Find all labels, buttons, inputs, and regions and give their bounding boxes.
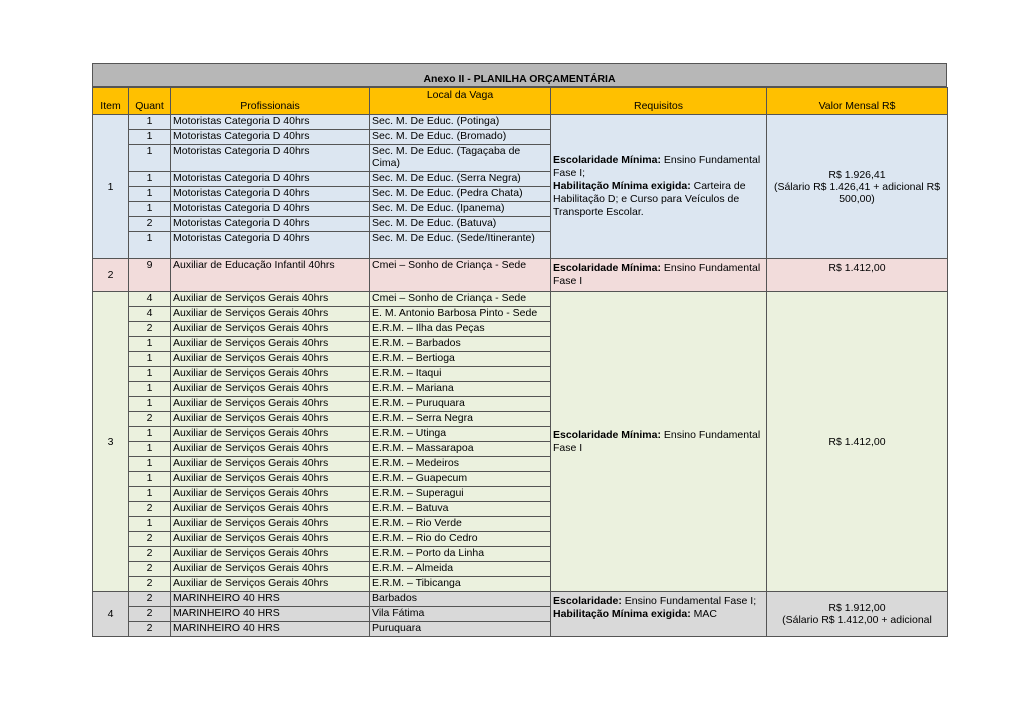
header-quant: Quant bbox=[129, 88, 171, 115]
local-cell: E.R.M. – Medeiros bbox=[370, 457, 551, 472]
profissional-cell: Auxiliar de Serviços Gerais 40hrs bbox=[171, 577, 370, 592]
quant-cell: 2 bbox=[129, 577, 171, 592]
local-cell: E.R.M. – Rio do Cedro bbox=[370, 532, 551, 547]
profissional-cell: Motoristas Categoria D 40hrs bbox=[171, 145, 370, 172]
local-cell: E.R.M. – Utinga bbox=[370, 427, 551, 442]
quant-cell: 2 bbox=[129, 547, 171, 562]
quant-cell: 2 bbox=[129, 217, 171, 232]
valor-cell bbox=[767, 292, 948, 592]
local-cell: Sec. M. De Educ. (Batuva) bbox=[370, 217, 551, 232]
profissional-cell: MARINHEIRO 40 HRS bbox=[171, 592, 370, 607]
requisito-label: Escolaridade Mínima: bbox=[553, 428, 661, 441]
profissional-cell: Auxiliar de Serviços Gerais 40hrs bbox=[171, 532, 370, 547]
budget-sheet bbox=[92, 63, 947, 637]
local-cell: E.R.M. – Serra Negra bbox=[370, 412, 551, 427]
quant-cell: 1 bbox=[129, 487, 171, 502]
profissional-cell: Auxiliar de Serviços Gerais 40hrs bbox=[171, 412, 370, 427]
budget-table bbox=[92, 87, 948, 637]
header-requisitos: Requisitos bbox=[551, 88, 767, 115]
header-item: Item bbox=[93, 88, 129, 115]
local-cell: Puruquara bbox=[370, 622, 551, 637]
quant-cell: 1 bbox=[129, 232, 171, 259]
profissional-cell: MARINHEIRO 40 HRS bbox=[171, 622, 370, 637]
local-cell: Sec. M. De Educ. (Potinga) bbox=[370, 115, 551, 130]
local-cell: E. M. Antonio Barbosa Pinto - Sede bbox=[370, 307, 551, 322]
valor-amount: R$ 1.926,41 bbox=[828, 168, 886, 181]
quant-cell: 2 bbox=[129, 592, 171, 607]
header-profissionais: Profissionais bbox=[171, 88, 370, 115]
quant-cell: 1 bbox=[129, 352, 171, 367]
quant-cell: 1 bbox=[129, 397, 171, 412]
table-row bbox=[93, 259, 948, 292]
local-cell: E.R.M. – Puruquara bbox=[370, 397, 551, 412]
local-cell: Cmei – Sonho de Criança - Sede bbox=[370, 259, 551, 292]
quant-cell: 4 bbox=[129, 307, 171, 322]
local-cell: E.R.M. – Porto da Linha bbox=[370, 547, 551, 562]
profissional-cell: Auxiliar de Serviços Gerais 40hrs bbox=[171, 382, 370, 397]
valor-amount: R$ 1.412,00 bbox=[828, 435, 886, 448]
profissional-cell: Auxiliar de Serviços Gerais 40hrs bbox=[171, 352, 370, 367]
local-cell: Sec. M. De Educ. (Tagaçaba de Cima) bbox=[370, 145, 551, 172]
profissional-cell: Auxiliar de Serviços Gerais 40hrs bbox=[171, 487, 370, 502]
requisito-label: Habilitação Mínima exigida: bbox=[553, 608, 691, 620]
profissional-cell: Auxiliar de Serviços Gerais 40hrs bbox=[171, 457, 370, 472]
quant-cell: 1 bbox=[129, 382, 171, 397]
requisitos-cell bbox=[551, 115, 767, 259]
local-cell: E.R.M. – Rio Verde bbox=[370, 517, 551, 532]
quant-cell: 1 bbox=[129, 145, 171, 172]
quant-cell: 1 bbox=[129, 202, 171, 217]
requisito-text: Carteira de Habilitação D; e Curso para Veículos de Transporte Escolar. bbox=[553, 180, 746, 218]
profissional-cell: Auxiliar de Serviços Gerais 40hrs bbox=[171, 427, 370, 442]
profissional-cell: Auxiliar de Serviços Gerais 40hrs bbox=[171, 502, 370, 517]
local-cell: E.R.M. – Almeida bbox=[370, 562, 551, 577]
quant-cell: 2 bbox=[129, 607, 171, 622]
sheet-title: Anexo II - PLANILHA ORÇAMENTÁRIA bbox=[92, 63, 947, 87]
profissional-cell: Auxiliar de Serviços Gerais 40hrs bbox=[171, 337, 370, 352]
local-cell: E.R.M. – Ilha das Peças bbox=[370, 322, 551, 337]
quant-cell: 1 bbox=[129, 457, 171, 472]
requisitos-cell bbox=[551, 592, 767, 637]
local-cell: E.R.M. – Superagui bbox=[370, 487, 551, 502]
profissional-cell: Auxiliar de Serviços Gerais 40hrs bbox=[171, 442, 370, 457]
quant-cell: 1 bbox=[129, 472, 171, 487]
valor-amount: R$ 1.912,00 bbox=[828, 602, 886, 614]
profissional-cell: Auxiliar de Serviços Gerais 40hrs bbox=[171, 367, 370, 382]
requisito-text: MAC bbox=[690, 608, 717, 620]
quant-cell: 1 bbox=[129, 427, 171, 442]
local-cell: E.R.M. – Batuva bbox=[370, 502, 551, 517]
table-row bbox=[93, 592, 948, 607]
requisito-label: Habilitação Mínima exigida: bbox=[553, 180, 691, 192]
valor-detail: (Sálario R$ 1.412,00 + adicional bbox=[782, 614, 932, 626]
table-body bbox=[93, 115, 948, 637]
requisito-label: Escolaridade Mínima: bbox=[553, 262, 661, 274]
header-valor: Valor Mensal R$ bbox=[767, 88, 948, 115]
local-cell: E.R.M. – Massarapoa bbox=[370, 442, 551, 457]
requisito-label: Escolaridade Mínima: bbox=[553, 154, 661, 166]
quant-cell: 1 bbox=[129, 337, 171, 352]
profissional-cell: Motoristas Categoria D 40hrs bbox=[171, 115, 370, 130]
table-row bbox=[93, 292, 948, 307]
quant-cell: 1 bbox=[129, 115, 171, 130]
item-number-cell: 3 bbox=[93, 292, 129, 592]
local-cell: Cmei – Sonho de Criança - Sede bbox=[370, 292, 551, 307]
local-cell: E.R.M. – Bertioga bbox=[370, 352, 551, 367]
profissional-cell: Motoristas Categoria D 40hrs bbox=[171, 232, 370, 259]
valor-cell bbox=[767, 592, 948, 637]
profissional-cell: Auxiliar de Serviços Gerais 40hrs bbox=[171, 292, 370, 307]
requisito-text: Ensino Fundamental Fase I bbox=[553, 262, 761, 287]
profissional-cell: MARINHEIRO 40 HRS bbox=[171, 607, 370, 622]
profissional-cell: Auxiliar de Serviços Gerais 40hrs bbox=[171, 322, 370, 337]
quant-cell: 2 bbox=[129, 412, 171, 427]
valor-amount: R$ 1.412,00 bbox=[828, 262, 886, 274]
quant-cell: 1 bbox=[129, 130, 171, 145]
local-cell: Sec. M. De Educ. (Sede/Itinerante) bbox=[370, 232, 551, 259]
profissional-cell: Auxiliar de Serviços Gerais 40hrs bbox=[171, 547, 370, 562]
profissional-cell: Motoristas Categoria D 40hrs bbox=[171, 172, 370, 187]
quant-cell: 9 bbox=[129, 259, 171, 292]
quant-cell: 2 bbox=[129, 622, 171, 637]
local-cell: Barbados bbox=[370, 592, 551, 607]
profissional-cell: Motoristas Categoria D 40hrs bbox=[171, 187, 370, 202]
profissional-cell: Auxiliar de Serviços Gerais 40hrs bbox=[171, 307, 370, 322]
local-cell: Sec. M. De Educ. (Ipanema) bbox=[370, 202, 551, 217]
local-cell: E.R.M. – Guapecum bbox=[370, 472, 551, 487]
profissional-cell: Auxiliar de Serviços Gerais 40hrs bbox=[171, 397, 370, 412]
quant-cell: 1 bbox=[129, 172, 171, 187]
requisitos-cell bbox=[551, 292, 767, 592]
item-number-cell: 2 bbox=[93, 259, 129, 292]
local-cell: Sec. M. De Educ. (Serra Negra) bbox=[370, 172, 551, 187]
profissional-cell: Motoristas Categoria D 40hrs bbox=[171, 202, 370, 217]
quant-cell: 2 bbox=[129, 532, 171, 547]
valor-cell bbox=[767, 115, 948, 259]
local-cell: Vila Fátima bbox=[370, 607, 551, 622]
quant-cell: 1 bbox=[129, 442, 171, 457]
header-local: Local da Vaga bbox=[370, 88, 551, 115]
profissional-cell: Auxiliar de Serviços Gerais 40hrs bbox=[171, 472, 370, 487]
profissional-cell: Auxiliar de Serviços Gerais 40hrs bbox=[171, 517, 370, 532]
valor-cell bbox=[767, 259, 948, 292]
local-cell: E.R.M. – Barbados bbox=[370, 337, 551, 352]
quant-cell: 1 bbox=[129, 367, 171, 382]
quant-cell: 2 bbox=[129, 322, 171, 337]
local-cell: E.R.M. – Itaqui bbox=[370, 367, 551, 382]
requisitos-cell bbox=[551, 259, 767, 292]
requisito-text: Ensino Fundamental Fase I; bbox=[553, 154, 761, 179]
quant-cell: 1 bbox=[129, 187, 171, 202]
item-number-cell: 1 bbox=[93, 115, 129, 259]
table-row bbox=[93, 115, 948, 130]
requisito-text: Ensino Fundamental Fase I; bbox=[621, 595, 757, 607]
profissional-cell: Motoristas Categoria D 40hrs bbox=[171, 130, 370, 145]
profissional-cell: Auxiliar de Serviços Gerais 40hrs bbox=[171, 562, 370, 577]
item-number-cell: 4 bbox=[93, 592, 129, 637]
quant-cell: 2 bbox=[129, 562, 171, 577]
quant-cell: 2 bbox=[129, 502, 171, 517]
local-cell: E.R.M. – Tibicanga bbox=[370, 577, 551, 592]
profissional-cell: Motoristas Categoria D 40hrs bbox=[171, 217, 370, 232]
requisito-label: Escolaridade: bbox=[553, 595, 622, 607]
requisito-text: Ensino Fundamental Fase I bbox=[553, 428, 761, 454]
local-cell: Sec. M. De Educ. (Pedra Chata) bbox=[370, 187, 551, 202]
quant-cell: 1 bbox=[129, 517, 171, 532]
valor-detail: (Sálario R$ 1.426,41 + adicional R$ 500,00) bbox=[773, 180, 941, 205]
local-cell: E.R.M. – Mariana bbox=[370, 382, 551, 397]
quant-cell: 4 bbox=[129, 292, 171, 307]
header-row bbox=[93, 88, 948, 115]
profissional-cell: Auxiliar de Educação Infantil 40hrs bbox=[171, 259, 370, 292]
local-cell: Sec. M. De Educ. (Bromado) bbox=[370, 130, 551, 145]
